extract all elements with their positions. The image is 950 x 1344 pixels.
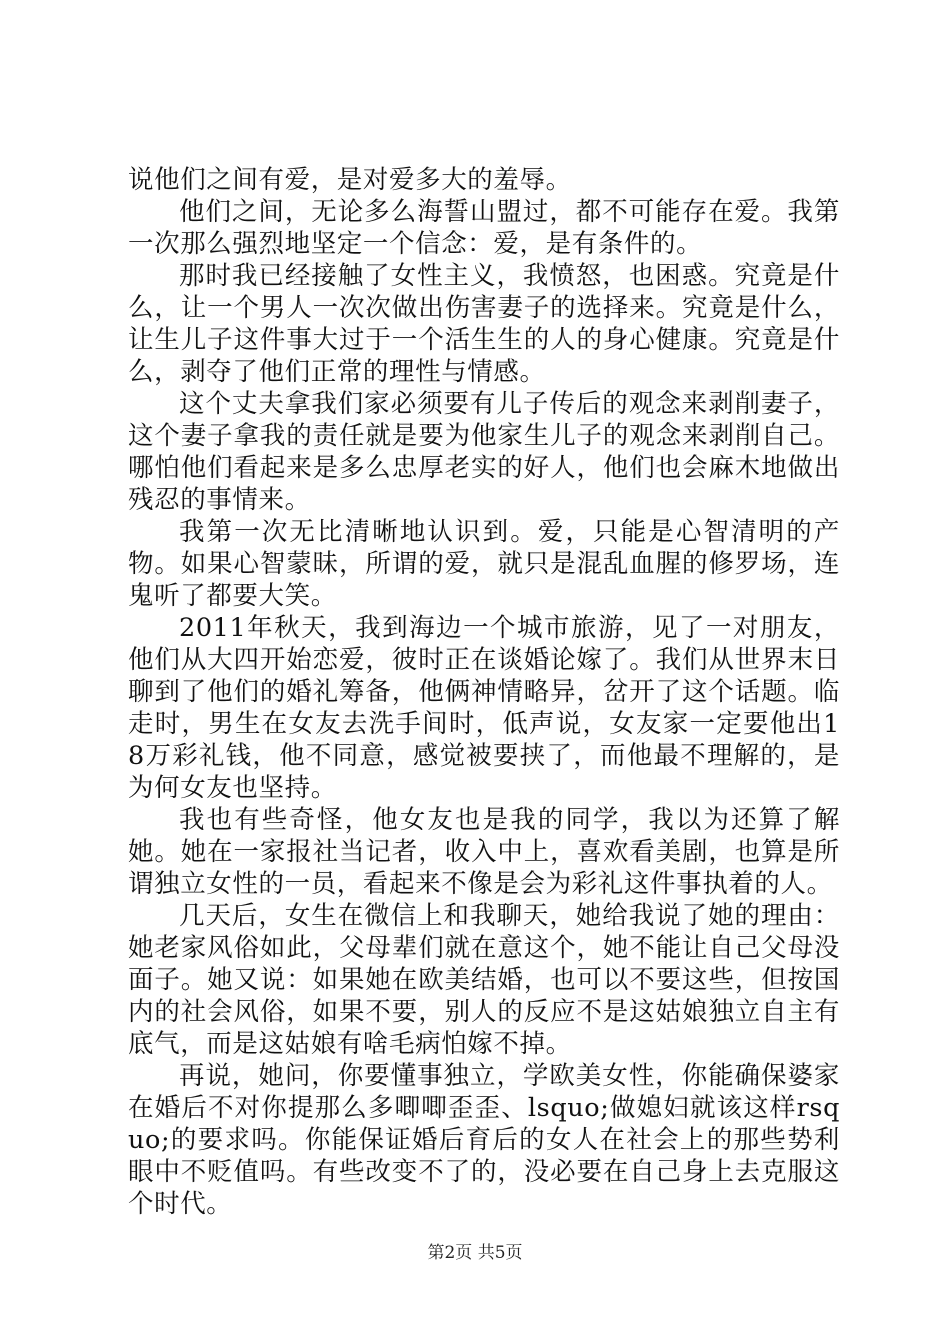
paragraph: 说他们之间有爱，是对爱多大的羞辱。 (128, 165, 572, 195)
document-body (128, 164, 840, 1220)
paragraph: 2011年秋天，我到海边一个城市旅游，见了一对朋友，他们从大四开始恋爱，彼时正在谈婚论嫁了。我们从世界末日聊到了他们的婚礼筹备，他俩神情略异，岔开了这个话题。临走时，男生在女友去洗手间时，低声说，女友家一定要他出18万彩礼钱，他不同意，感觉被要挟了，而他最不理解的，是为何女友也坚持。 (128, 613, 840, 803)
paragraph: 这个丈夫拿我们家必须要有儿子传后的观念来剥削妻子，这个妻子拿我的责任就是要为他家生儿子的观念来剥削自己。哪怕他们看起来是多么忠厚老实的好人，他们也会麻木地做出残忍的事情来。 (128, 389, 840, 515)
paragraph: 再说，她问，你要懂事独立，学欧美女性，你能确保婆家在婚后不对你提那么多唧唧歪歪、lsquo;做媳妇就该这样rsquo;的要求吗。你能保证婚后育后的女人在社会上的那些势利眼中不贬值吗。有些改变不了的，没必要在自己身上去克服这个时代。 (128, 1061, 840, 1219)
paragraph: 我第一次无比清晰地认识到。爱，只能是心智清明的产物。如果心智蒙昧，所谓的爱，就只是混乱血腥的修罗场，连鬼听了都要大笑。 (128, 517, 840, 611)
paragraph: 他们之间，无论多么海誓山盟过，都不可能存在爱。我第一次那么强烈地坚定一个信念：爱，是有条件的。 (128, 197, 840, 259)
paragraph: 几天后，女生在微信上和我聊天，她给我说了她的理由：她老家风俗如此，父母辈们就在意这个，她不能让自己父母没面子。她又说：如果她在欧美结婚，也可以不要这些，但按国内的社会风俗，如果不要，别人的反应不是这姑娘独立自主有底气，而是这姑娘有啥毛病怕嫁不掉。 (128, 901, 840, 1059)
paragraph: 那时我已经接触了女性主义，我愤怒，也困惑。究竟是什么，让一个男人一次次做出伤害妻子的选择来。究竟是什么，让生儿子这件事大过于一个活生生的人的身心健康。究竟是什么，剥夺了他们正常的理性与情感。 (128, 261, 840, 387)
page-footer: 第2页 共5页 (427, 1243, 523, 1263)
paragraph: 我也有些奇怪，他女友也是我的同学，我以为还算了解她。她在一家报社当记者，收入中上，喜欢看美剧，也算是所谓独立女性的一员，看起来不像是会为彩礼这件事执着的人。 (128, 805, 840, 899)
